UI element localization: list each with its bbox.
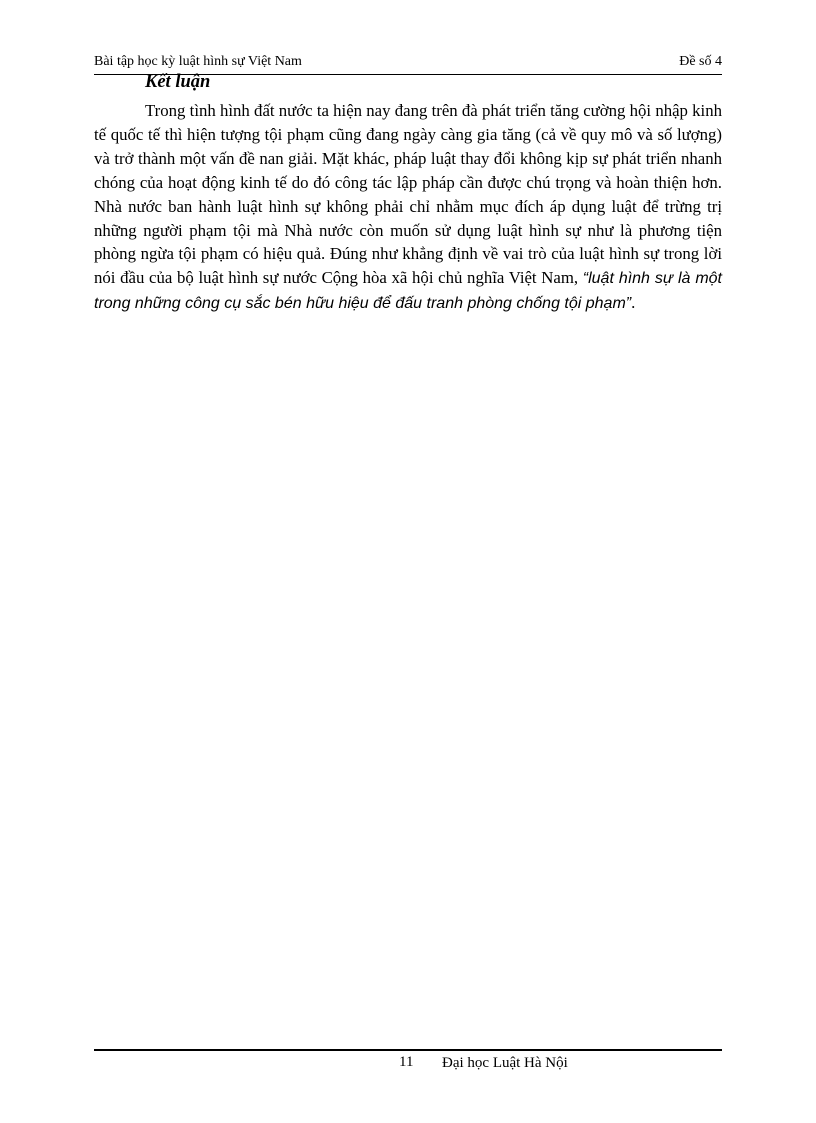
header-exam-number: Đề số 4 — [679, 54, 722, 69]
paragraph-ending: . — [631, 293, 636, 313]
paragraph-text: Trong tình hình đất nước ta hiện nay đang trên đà phát triển tăng cường hội nhập kinh tế quốc tế thì hiện tượng tội phạm cũng đang ngày càng gia tăng (cả về quy mô và số lượng) và trở thành một vấn đề nan giải. Mặt khác, pháp luật thay đổi không kịp sự phát triển nhanh chóng của hoạt động kinh tế do đó công tác lập pháp cần được chú trọng và hoàn thiện hơn. Nhà nước ban hành luật hình sự không phải chỉ nhằm mục đích áp dụng luật để trừng trị những người phạm tội mà Nhà nước còn muốn sử dụng luật hình sự như là phương tiện phòng ngừa tội phạm có hiệu quả. Đúng như khẳng định về vai trò của luật hình sự trong lời nói đầu của bộ luật hình sự nước Cộng hòa xã hội chủ nghĩa Việt Nam, — [94, 101, 722, 288]
section-heading: Kết luận — [145, 72, 211, 92]
conclusion-paragraph — [94, 99, 722, 316]
header-document-title: Bài tập học kỳ luật hình sự Việt Nam — [94, 54, 302, 69]
footer-divider — [94, 1049, 722, 1051]
page-number: 11 — [399, 1054, 414, 1070]
quoted-text: “luật hình sự là một trong những công cụ sắc bén hữu hiệu để đấu tranh phòng chống tội phạm” — [94, 270, 722, 313]
footer-institution: Đại học Luật Hà Nội — [442, 1055, 568, 1071]
